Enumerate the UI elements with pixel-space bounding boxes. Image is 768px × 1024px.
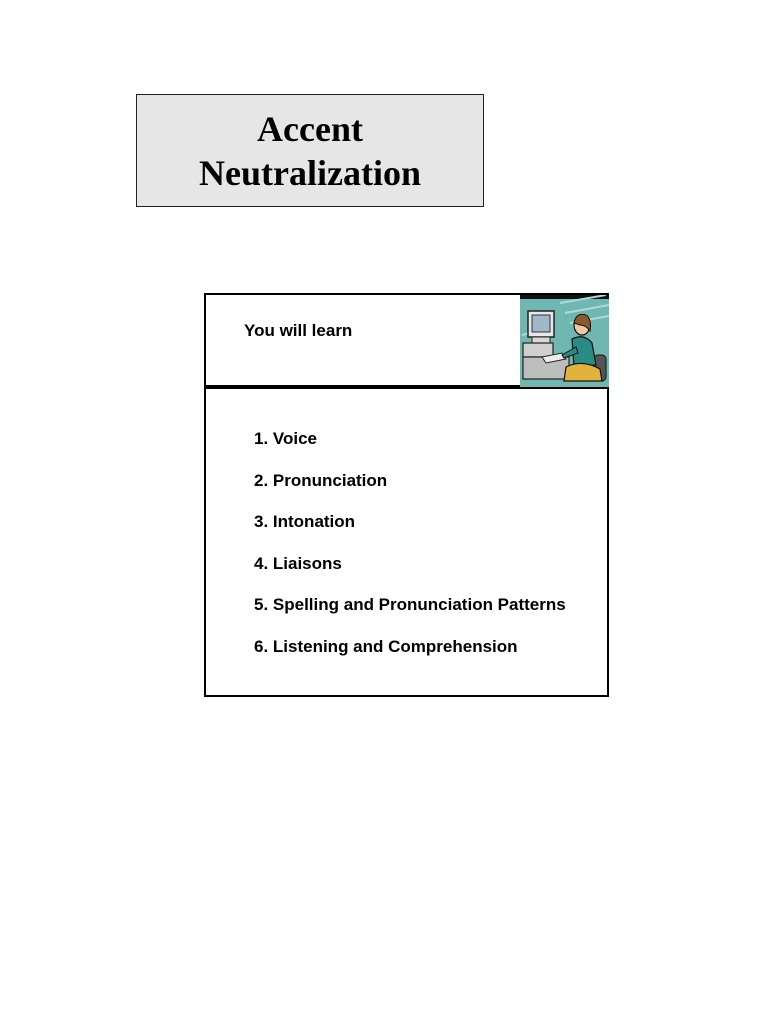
list-item: 3. Intonation — [254, 512, 356, 532]
list-item: 2. Pronunciation — [254, 470, 388, 490]
list-item: 5. Spelling and Pronunciation Patterns — [254, 595, 566, 615]
list-item: 4. Liaisons — [254, 553, 342, 573]
title-line-2: Neutralization — [199, 152, 421, 193]
learn-heading: You will learn — [244, 321, 353, 340]
list-item: 1. Voice — [254, 429, 317, 448]
learn-list — [254, 429, 566, 679]
learn-header — [206, 295, 607, 389]
learn-box — [204, 293, 609, 697]
title-line-1: Accent — [257, 108, 363, 149]
list-item: 6. Listening and Comprehension — [254, 636, 518, 656]
title-box — [136, 94, 484, 207]
person-at-computer-icon — [520, 295, 609, 387]
